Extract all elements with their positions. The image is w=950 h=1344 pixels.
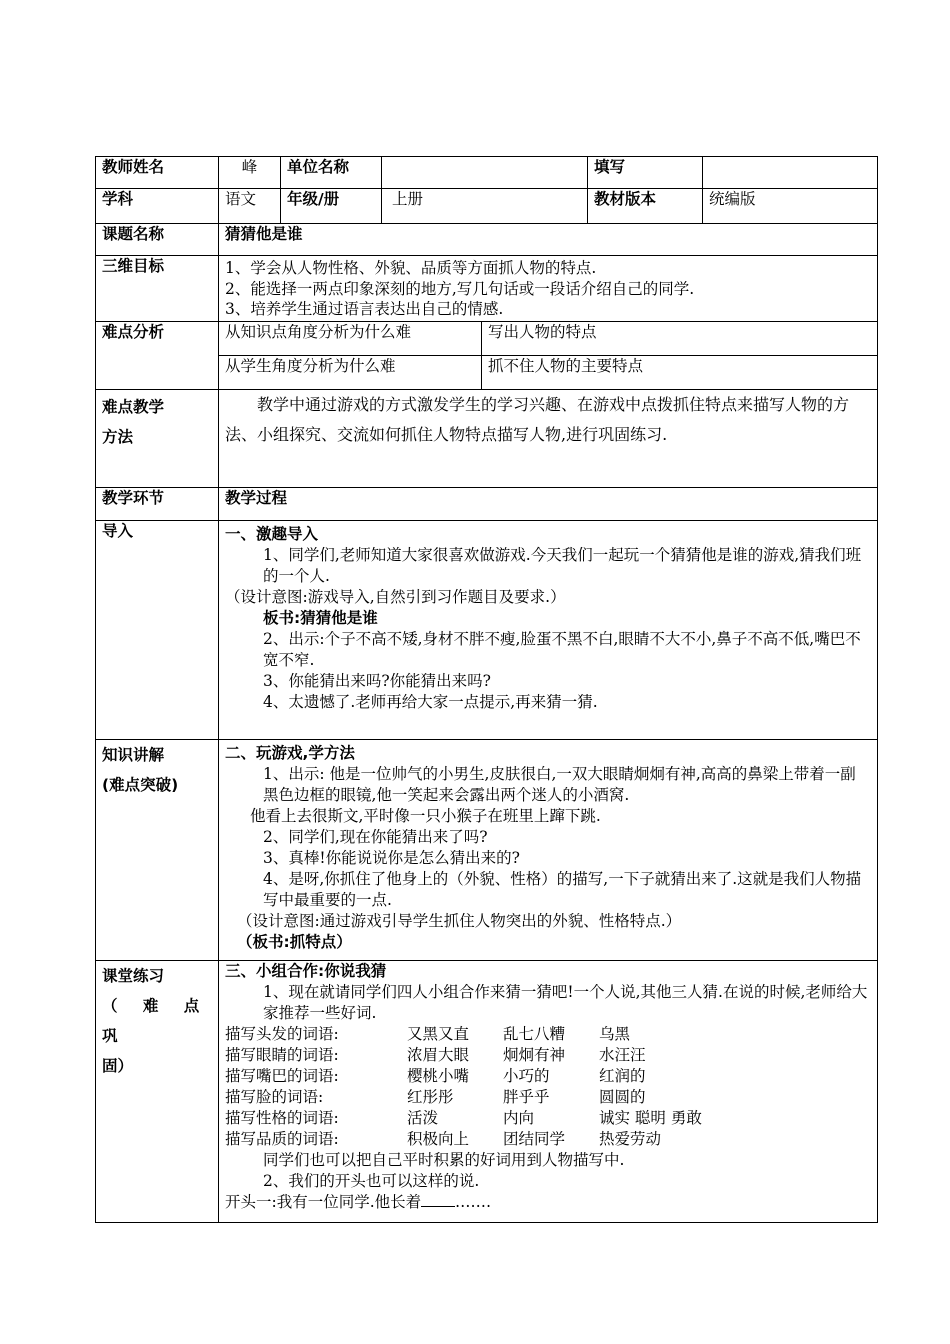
grade-value: 上册 <box>382 189 588 224</box>
vocab-word: 积极向上 <box>407 1130 470 1148</box>
vocab-word: 胖乎乎 <box>503 1088 550 1106</box>
vocab-word: 团结同学 <box>503 1130 566 1148</box>
knowledge-p1b: 他看上去很斯文,平时像一只小猴子在班里上蹿下跳. <box>250 807 601 825</box>
practice-label-line: 课堂练习 <box>102 967 165 985</box>
topic-row <box>96 224 878 256</box>
subject-value: 语文 <box>219 189 281 224</box>
practice-p3: 2、我们的开头也可以这样的说. <box>263 1172 480 1190</box>
knowledge-label <box>96 740 219 961</box>
fill-value <box>703 157 878 189</box>
vocab-word: 活泼 <box>407 1109 439 1127</box>
process-header-row <box>96 488 878 521</box>
teacher-name-label: 教师姓名 <box>96 157 219 189</box>
vocab-category: 描写头发的词语: <box>225 1025 339 1043</box>
opening-ellipsis: .…… <box>455 1193 492 1211</box>
knowledge-p4: 4、是呀,你抓住了他身上的（外貌、性格）的描写,一下子就猜出来了.这就是我们人物描写中最重要的一点. <box>263 870 862 909</box>
knowledge-board: （板书:抓特点） <box>237 933 352 951</box>
goals-label: 三维目标 <box>96 256 219 322</box>
vocab-word: 圆圆的 <box>599 1088 646 1106</box>
knowledge-p1: 1、出示: 他是一位帅气的小男生,皮肤很白,一双大眼睛炯炯有神,高高的鼻梁上带着一副黑色边框的眼镜,他一笑起来会露出两个迷人的小酒窝. <box>263 765 856 804</box>
intro-p1: 1、同学们,老师知道大家很喜欢做游戏.今天我们一起玩一个猜猜他是谁的游戏,猜我们班的一个人. <box>263 546 862 585</box>
fill-label: 填写 <box>588 157 703 189</box>
knowledge-p2: 2、同学们,现在你能猜出来了吗? <box>263 828 488 846</box>
intro-board: 板书:猜猜他是谁 <box>263 609 378 627</box>
lesson-plan-table <box>95 156 878 1223</box>
vocabulary-grid <box>225 1024 871 1150</box>
topic-value: 猜猜他是谁 <box>219 224 878 256</box>
vocab-word: 浓眉大眼 <box>407 1046 470 1064</box>
method-label-line: 方法 <box>102 428 134 446</box>
knowledge-p3: 3、真棒!你能说说你是怎么猜出来的? <box>263 849 520 867</box>
method-label <box>96 390 219 488</box>
vocab-word: 红彤彤 <box>407 1088 454 1106</box>
practice-label <box>96 961 219 1223</box>
process-stage-label: 教学环节 <box>96 488 219 521</box>
practice-label-line: （ 难 点 巩 <box>102 997 210 1045</box>
knowledge-heading: 二、玩游戏,学方法 <box>225 744 355 762</box>
knowledge-label-line: (难点突破) <box>102 776 179 794</box>
goals-content <box>219 256 878 322</box>
vocab-word: 红润的 <box>599 1067 646 1085</box>
vocab-category: 描写品质的词语: <box>225 1130 339 1148</box>
difficulty-row-1 <box>96 322 878 356</box>
intro-row <box>96 521 878 740</box>
goals-row <box>96 256 878 322</box>
vocab-word: 热爱劳动 <box>599 1130 662 1148</box>
practice-content <box>219 961 878 1223</box>
method-text: 教学中通过游戏的方式激发学生的学习兴趣、在游戏中点拨抓住特点来描写人物的方法、小组探究、交流如何抓住人物特点描写人物,进行巩固练习. <box>219 390 878 488</box>
vocab-word: 内向 <box>503 1109 535 1127</box>
intro-heading: 一、激趣导入 <box>225 525 319 543</box>
practice-opening <box>225 1192 871 1213</box>
practice-label-line: 固） <box>102 1057 134 1075</box>
knowledge-design-note: （设计意图:通过游戏引导学生抓住人物突出的外貌、性格特点.） <box>237 912 682 930</box>
goal-line: 3、培养学生通过语言表达出自己的情感. <box>225 300 504 318</box>
method-row <box>96 390 878 488</box>
intro-p2: 2、出示:个子不高不矮,身材不胖不瘦,脸蛋不黑不白,眼睛不大不小,鼻子不高不低,嘴巴不宽不窄. <box>263 630 861 669</box>
vocab-category: 描写眼睛的词语: <box>225 1046 339 1064</box>
difficulty-student-question: 从学生角度分析为什么难 <box>219 356 482 390</box>
vocab-word: 又黑又直 <box>407 1025 470 1043</box>
unit-name-label: 单位名称 <box>281 157 382 189</box>
edition-value: 统编版 <box>703 189 878 224</box>
header-row-2 <box>96 189 878 224</box>
vocab-category: 描写脸的词语: <box>225 1088 324 1106</box>
practice-p1: 1、现在就请同学们四人小组合作来猜一猜吧!一个人说,其他三人猜.在说的时候,老师给大家推荐一些好词. <box>263 983 868 1022</box>
difficulty-knowledge-answer: 写出人物的特点 <box>482 322 878 356</box>
subject-label: 学科 <box>96 189 219 224</box>
vocab-category: 描写性格的词语: <box>225 1109 339 1127</box>
intro-paragraph <box>225 545 871 587</box>
vocab-word: 乱七八糟 <box>503 1025 566 1043</box>
difficulty-knowledge-question: 从知识点角度分析为什么难 <box>219 322 482 356</box>
unit-name-value <box>382 157 588 189</box>
practice-p2: 同学们也可以把自己平时积累的好词用到人物描写中. <box>263 1151 625 1169</box>
vocab-word: 水汪汪 <box>599 1046 646 1064</box>
fill-in-blank <box>421 1192 455 1207</box>
method-label-line: 难点教学 <box>102 398 165 416</box>
edition-label: 教材版本 <box>588 189 703 224</box>
intro-content <box>219 521 878 740</box>
difficulty-label: 难点分析 <box>96 322 219 390</box>
intro-p4: 4、太遗憾了.老师再给大家一点提示,再来猜一猜. <box>263 693 598 711</box>
intro-p3: 3、你能猜出来吗?你能猜出来吗? <box>263 672 491 690</box>
vocab-word: 小巧的 <box>503 1067 550 1085</box>
vocab-word: 樱桃小嘴 <box>407 1067 470 1085</box>
vocab-category: 描写嘴巴的词语: <box>225 1067 339 1085</box>
intro-design-note: （设计意图:游戏导入,自然引到习作题目及要求.） <box>225 588 566 606</box>
process-title: 教学过程 <box>219 488 878 521</box>
teacher-name-value: 峰 <box>219 157 281 189</box>
goal-line: 1、学会从人物性格、外貌、品质等方面抓人物的特点. <box>225 259 597 277</box>
header-row-1 <box>96 157 878 189</box>
knowledge-label-line: 知识讲解 <box>102 746 165 764</box>
knowledge-row <box>96 740 878 961</box>
opening-text: 开头一:我有一位同学.他长着 <box>225 1193 422 1211</box>
vocab-word: 炯炯有神 <box>503 1046 566 1064</box>
vocab-word: 诚实 聪明 勇敢 <box>599 1109 702 1127</box>
goal-line: 2、能选择一两点印象深刻的地方,写几句话或一段话介绍自己的同学. <box>225 279 695 298</box>
topic-label: 课题名称 <box>96 224 219 256</box>
practice-row <box>96 961 878 1223</box>
difficulty-student-answer: 抓不住人物的主要特点 <box>482 356 878 390</box>
practice-heading: 三、小组合作:你说我猜 <box>225 962 387 980</box>
grade-label: 年级/册 <box>281 189 382 224</box>
knowledge-content <box>219 740 878 961</box>
vocab-word: 乌黑 <box>599 1025 631 1043</box>
intro-label: 导入 <box>96 521 219 740</box>
